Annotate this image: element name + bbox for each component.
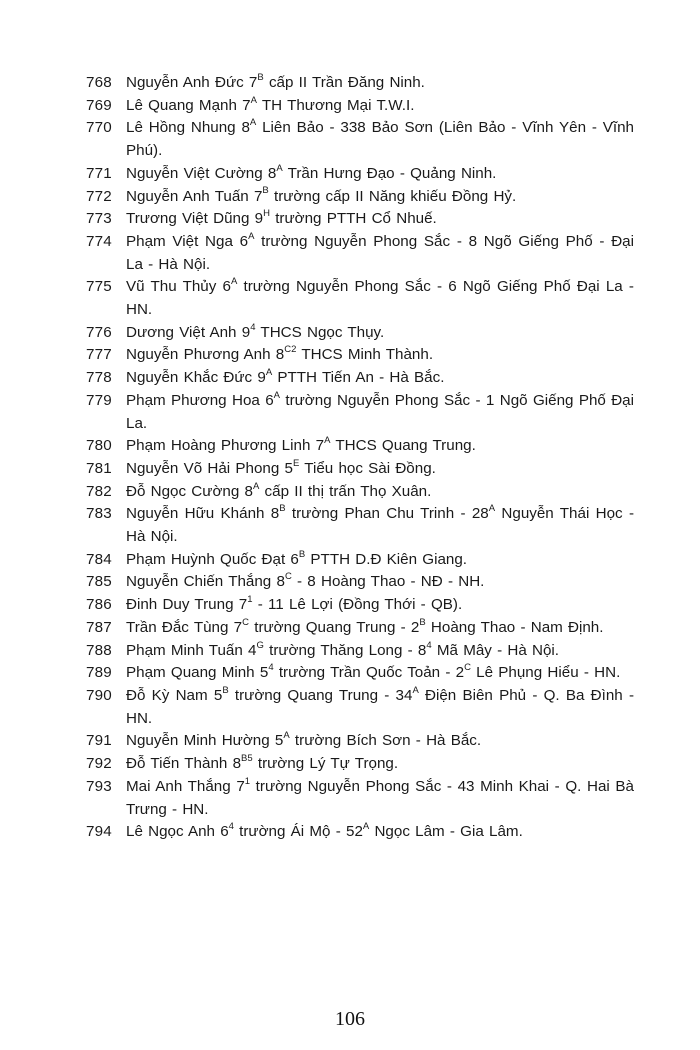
list-item xyxy=(86,435,634,458)
list-item xyxy=(86,753,634,776)
text-segment: Nguyễn Việt Cường 8 xyxy=(126,164,277,182)
entry-text xyxy=(126,163,634,186)
text-segment: Lê Ngọc Anh 6 xyxy=(126,823,229,841)
class-superscript: C xyxy=(242,616,249,628)
list-item xyxy=(86,117,634,162)
class-superscript: A xyxy=(265,367,273,379)
entry-list xyxy=(86,72,634,844)
entry-number: 794 xyxy=(86,823,112,841)
text-segment: trường cấp II Năng khiếu Đồng Hỷ. xyxy=(268,187,517,205)
text-segment: trường Trần Quốc Toản - 2 xyxy=(273,664,465,682)
entry-number: 782 xyxy=(86,482,112,500)
entry-number: 781 xyxy=(86,459,112,477)
class-superscript: B xyxy=(419,616,426,628)
entry-text xyxy=(126,730,634,753)
entry-text xyxy=(126,821,634,844)
text-segment: TH Thương Mại T.W.I. xyxy=(256,96,415,114)
class-superscript: C xyxy=(284,571,292,583)
list-item xyxy=(86,503,634,548)
text-segment: Trần Đắc Tùng 7 xyxy=(126,618,243,636)
text-segment: trường Nguyễn Phong Sắc - 8 Ngõ Giếng Phố - Đại La - Hà Nội. xyxy=(126,232,634,273)
text-segment: trường Nguyễn Phong Sắc - 1 Ngõ Giếng Phố Đại La. xyxy=(126,391,634,432)
entry-number: 793 xyxy=(86,777,112,795)
entry-text xyxy=(126,72,634,95)
entry-text xyxy=(126,503,634,548)
text-segment: PTTH D.Đ Kiên Giang. xyxy=(305,550,468,568)
entry-number: 783 xyxy=(86,505,112,523)
text-segment: Đỗ Ngọc Cường 8 xyxy=(126,482,253,500)
class-superscript: 4 xyxy=(426,639,432,651)
entry-text xyxy=(126,481,634,504)
text-segment: cấp II thị trấn Thọ Xuân. xyxy=(259,482,432,500)
class-superscript: H xyxy=(263,208,270,220)
class-superscript: B xyxy=(279,503,286,515)
text-segment: Phạm Phương Hoa 6 xyxy=(126,391,274,409)
entry-text xyxy=(126,549,634,572)
text-segment: Đinh Duy Trung 7 xyxy=(126,596,248,614)
text-segment: Vũ Thu Thủy 6 xyxy=(126,278,231,296)
list-item xyxy=(86,776,634,821)
list-item xyxy=(86,208,634,231)
text-segment: Nguyễn Võ Hải Phong 5 xyxy=(126,459,293,477)
class-superscript: A xyxy=(230,276,238,288)
page-number: 106 xyxy=(335,1008,365,1030)
text-segment: Mai Anh Thắng 7 xyxy=(126,777,245,795)
text-segment: Lê Hồng Nhung 8 xyxy=(126,119,250,137)
text-segment: Lê Phụng Hiểu - HN. xyxy=(470,664,621,682)
entry-number: 775 xyxy=(86,278,112,296)
entry-number: 779 xyxy=(86,391,112,409)
class-superscript: C2 xyxy=(284,344,297,356)
class-superscript: A xyxy=(249,117,257,129)
text-segment: trường Quang Trung - 2 xyxy=(249,618,420,636)
list-item xyxy=(86,685,634,730)
text-segment: Nguyễn Anh Tuấn 7 xyxy=(126,187,263,205)
entry-text xyxy=(126,367,634,390)
text-segment: Phạm Hoàng Phương Linh 7 xyxy=(126,437,325,455)
class-superscript: 4 xyxy=(268,662,274,674)
entry-text xyxy=(126,117,634,162)
class-superscript: 1 xyxy=(244,775,251,787)
text-segment: Liên Bảo - 338 Bảo Sơn (Liên Bảo - Vĩnh Yên - Vĩnh Phú). xyxy=(126,119,634,160)
entry-text xyxy=(126,322,634,345)
entry-text xyxy=(126,186,634,209)
text-segment: trường Bích Sơn - Hà Bắc. xyxy=(289,732,482,750)
entry-text xyxy=(126,594,634,617)
class-superscript: A xyxy=(273,389,280,401)
text-segment: Phạm Việt Nga 6 xyxy=(126,232,249,250)
entry-number: 788 xyxy=(86,641,112,659)
entry-text xyxy=(126,95,634,118)
text-segment: Nguyễn Khắc Đức 9 xyxy=(126,369,266,387)
entry-number: 784 xyxy=(86,550,112,568)
text-segment: Đỗ Kỳ Nam 5 xyxy=(126,686,223,704)
entry-text xyxy=(126,776,634,821)
text-segment: Phạm Huỳnh Quốc Đạt 6 xyxy=(126,550,299,568)
list-item xyxy=(86,367,634,390)
text-segment: - 8 Hoàng Thao - NĐ - NH. xyxy=(291,573,485,591)
list-item xyxy=(86,95,634,118)
class-superscript: 4 xyxy=(250,321,256,333)
text-segment: Nguyễn Hữu Khánh 8 xyxy=(126,505,280,523)
entry-number: 774 xyxy=(86,232,112,250)
entry-number: 780 xyxy=(86,437,112,455)
entry-number: 776 xyxy=(86,323,112,341)
entry-number: 787 xyxy=(86,618,112,636)
entry-text xyxy=(126,390,634,435)
text-segment: trường Lý Tự Trọng. xyxy=(252,755,399,773)
entry-text xyxy=(126,753,634,776)
text-segment: Lê Quang Mạnh 7 xyxy=(126,96,251,114)
class-superscript: A xyxy=(488,503,496,515)
entry-text xyxy=(126,208,634,231)
entry-text xyxy=(126,662,634,685)
entry-number: 790 xyxy=(86,686,112,704)
list-item xyxy=(86,390,634,435)
text-segment: Trương Việt Dũng 9 xyxy=(126,210,264,228)
list-item xyxy=(86,186,634,209)
class-superscript: E xyxy=(292,457,300,469)
entry-number: 771 xyxy=(86,164,112,182)
text-segment: Nguyễn Thái Học - Hà Nội. xyxy=(126,505,635,546)
list-item xyxy=(86,72,634,95)
entry-number: 785 xyxy=(86,573,112,591)
entry-number: 786 xyxy=(86,596,112,614)
class-superscript: A xyxy=(248,230,255,242)
text-segment: Dương Việt Anh 9 xyxy=(126,323,251,341)
entry-number: 777 xyxy=(86,346,112,364)
entry-number: 769 xyxy=(86,96,112,114)
class-superscript: 4 xyxy=(228,821,234,833)
text-segment: trường Phan Chu Trinh - 28 xyxy=(285,505,489,523)
text-segment: Nguyễn Phương Anh 8 xyxy=(126,346,285,364)
list-item xyxy=(86,481,634,504)
entry-text xyxy=(126,640,634,663)
text-segment: trường Thăng Long - 8 xyxy=(263,641,427,659)
entry-text xyxy=(126,231,634,276)
class-superscript: A xyxy=(283,730,290,742)
list-item xyxy=(86,549,634,572)
text-segment: Nguyễn Chiến Thắng 8 xyxy=(126,573,285,591)
text-segment: Trần Hưng Đạo - Quảng Ninh. xyxy=(282,164,497,182)
class-superscript: C xyxy=(464,662,471,674)
entry-number: 792 xyxy=(86,755,112,773)
entry-text xyxy=(126,344,634,367)
list-item xyxy=(86,662,634,685)
entry-text xyxy=(126,571,634,594)
list-item xyxy=(86,594,634,617)
text-segment: trường Ái Mộ - 52 xyxy=(233,823,363,841)
class-superscript: G xyxy=(256,639,264,651)
text-segment: trường Quang Trung - 34 xyxy=(228,686,413,704)
class-superscript: A xyxy=(276,162,283,174)
text-segment: trường PTTH Cổ Nhuế. xyxy=(269,210,437,228)
class-superscript: A xyxy=(250,94,257,106)
entry-text xyxy=(126,435,634,458)
text-segment: - 11 Lê Lợi (Đồng Thới - QB). xyxy=(252,596,463,614)
class-superscript: A xyxy=(412,684,419,696)
class-superscript: B xyxy=(298,548,306,560)
text-segment: Phạm Quang Minh 5 xyxy=(126,664,269,682)
text-segment: Đỗ Tiến Thành 8 xyxy=(126,755,242,773)
text-segment: THCS Minh Thành. xyxy=(296,346,434,364)
entry-number: 778 xyxy=(86,369,112,387)
text-segment: Nguyễn Anh Đức 7 xyxy=(126,74,258,91)
class-superscript: A xyxy=(324,435,331,447)
list-item xyxy=(86,231,634,276)
list-item xyxy=(86,571,634,594)
entry-text xyxy=(126,276,634,321)
text-segment: trường Nguyễn Phong Sắc - 43 Minh Khai - Q. Hai Bà Trưng - HN. xyxy=(126,777,634,818)
entry-text xyxy=(126,685,634,730)
list-item xyxy=(86,322,634,345)
entry-number: 768 xyxy=(86,74,112,91)
text-segment: Nguyễn Minh Hường 5 xyxy=(126,732,284,750)
text-segment: PTTH Tiến An - Hà Bắc. xyxy=(272,369,445,387)
list-item xyxy=(86,821,634,844)
text-segment: Phạm Minh Tuấn 4 xyxy=(126,641,257,659)
entry-number: 789 xyxy=(86,664,112,682)
text-segment: Ngọc Lâm - Gia Lâm. xyxy=(369,823,523,841)
text-segment: cấp II Trần Đăng Ninh. xyxy=(263,74,425,91)
class-superscript: B xyxy=(222,684,229,696)
class-superscript: 1 xyxy=(247,594,253,606)
class-superscript: A xyxy=(362,821,370,833)
text-segment: Tiểu học Sài Đồng. xyxy=(299,459,436,477)
list-item xyxy=(86,640,634,663)
entry-number: 773 xyxy=(86,210,112,228)
class-superscript: A xyxy=(252,480,260,492)
text-segment: trường Nguyễn Phong Sắc - 6 Ngõ Giếng Phố Đại La - HN. xyxy=(126,278,634,319)
text-segment: Điện Biên Phủ - Q. Ba Đình - HN. xyxy=(126,686,634,727)
entry-number: 770 xyxy=(86,119,112,137)
list-item xyxy=(86,730,634,753)
text-segment: THCS Ngọc Thụy. xyxy=(255,323,385,341)
class-superscript: B xyxy=(262,185,269,197)
entry-number: 772 xyxy=(86,187,112,205)
entry-number: 791 xyxy=(86,732,112,750)
text-segment: Hoàng Thao - Nam Định. xyxy=(425,618,604,636)
list-item xyxy=(86,617,634,640)
list-item xyxy=(86,344,634,367)
entry-text xyxy=(126,617,634,640)
class-superscript: B5 xyxy=(241,753,253,765)
list-item xyxy=(86,276,634,321)
list-item xyxy=(86,163,634,186)
entry-text xyxy=(126,458,634,481)
text-segment: Mã Mây - Hà Nội. xyxy=(431,641,560,659)
list-item xyxy=(86,458,634,481)
text-segment: THCS Quang Trung. xyxy=(330,437,476,455)
class-superscript: B xyxy=(257,71,264,83)
